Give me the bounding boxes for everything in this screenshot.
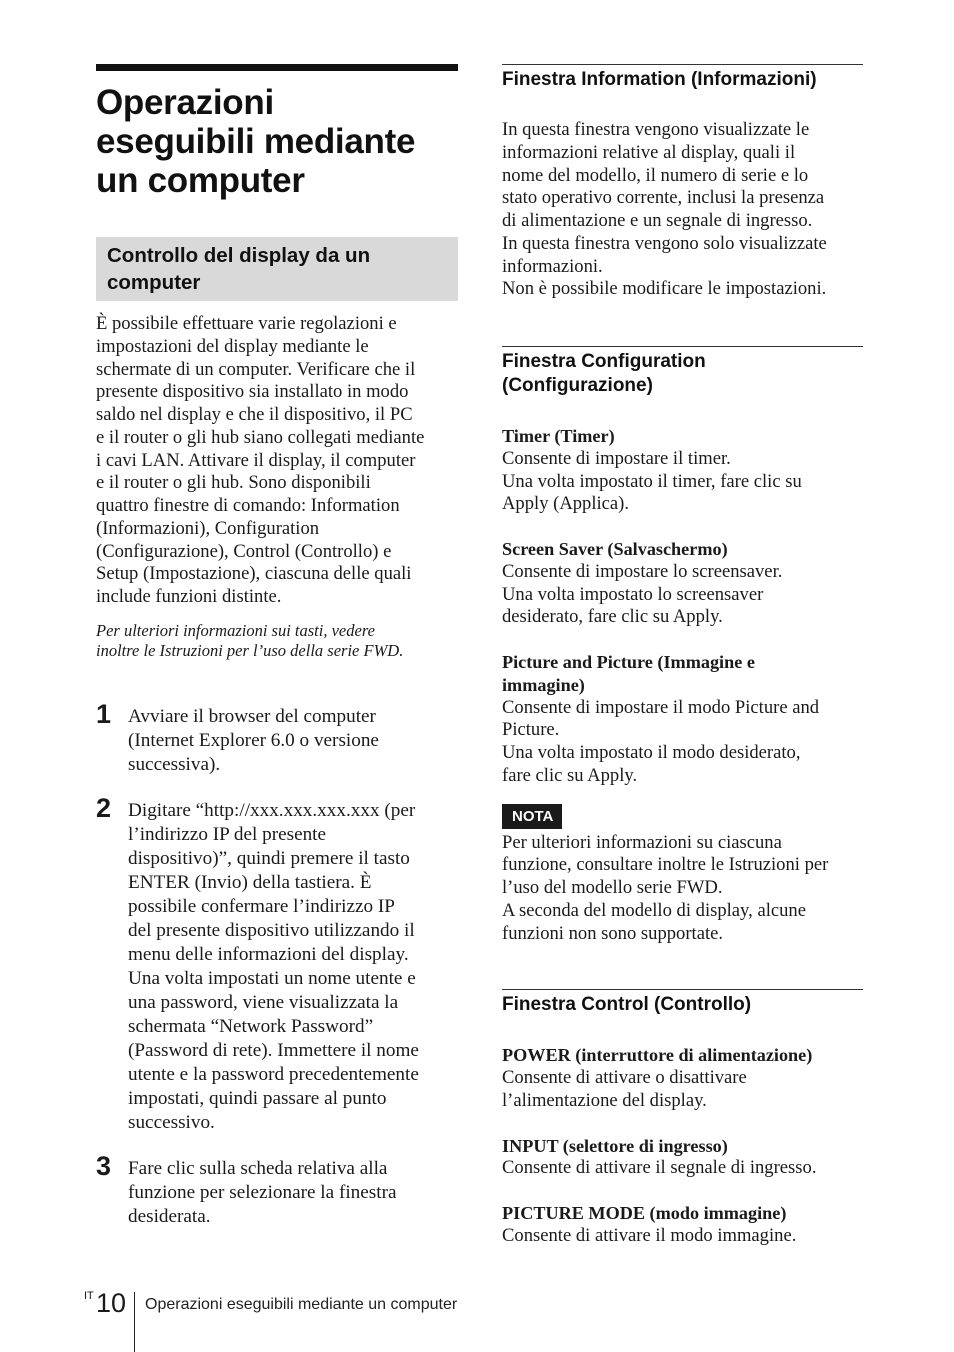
text-line: quattro finestre di comando: Information — [96, 495, 400, 516]
step-number: 1 — [96, 698, 112, 729]
chapter-title-line: eseguibili mediante — [96, 122, 416, 161]
item-body — [502, 1225, 863, 1248]
text-line: impostazioni del display mediante le — [96, 335, 369, 357]
section-title-line: Controllo del display da un — [107, 244, 371, 267]
section-intro — [96, 313, 458, 609]
text-line: Consente di attivare o disattivare — [502, 1067, 747, 1088]
text-line: fare clic su Apply. — [502, 764, 638, 786]
item-body — [502, 1157, 863, 1180]
nota-body — [502, 832, 863, 946]
item-title: PICTURE MODE (modo immagine) — [502, 1203, 787, 1223]
text-line: In questa finestra vengono solo visualizzate — [502, 232, 827, 254]
text-line: funzione per selezionare la finestra — [128, 1181, 397, 1203]
title-line: immagine) — [502, 674, 585, 695]
text-line: Apply (Applica). — [502, 493, 630, 515]
text-line: i cavi LAN. Attivare il display, il computer — [96, 449, 416, 471]
step-text — [128, 1157, 458, 1229]
text-line: funzione, consultare inoltre le Istruzioni per — [502, 854, 829, 876]
step-text — [128, 705, 458, 777]
text-line: una password, viene visualizzata la — [128, 991, 399, 1013]
text-line: (Password di rete). Immettere il nome — [128, 1039, 419, 1061]
heading-line: Finestra Configuration — [502, 351, 706, 372]
config-item-picture-and-picture — [502, 651, 863, 788]
text-line: Una volta impostato il modo desiderato, — [502, 742, 801, 763]
step-3 — [96, 1150, 458, 1229]
step-number: 3 — [96, 1150, 112, 1181]
section-title — [96, 237, 458, 301]
text-line: stato operativo corrente, inclusi la presenza — [502, 187, 825, 209]
text-line: l’indirizzo IP del presente — [128, 823, 327, 845]
heading-line: (Configurazione) — [502, 375, 653, 396]
item-title: POWER (interruttore di alimentazione) — [502, 1045, 813, 1066]
information-heading: Finestra Information (Informazioni) — [502, 64, 863, 92]
control-item-power — [502, 1044, 863, 1112]
text-line: Una volta impostato il timer, fare clic su — [502, 470, 802, 492]
text-line: Consente di attivare il modo immagine. — [502, 1224, 797, 1246]
text-line: inoltre le Istruzioni per l’uso della serie FWD. — [96, 641, 404, 661]
text-line: Setup (Impostazione), ciascuna delle quali — [96, 563, 412, 585]
text-line: Consente di impostare il modo Picture and — [502, 696, 820, 718]
text-line: schermate di un computer. Verificare che il — [96, 358, 416, 380]
item-title: Timer (Timer) — [502, 426, 615, 446]
chapter-rule — [96, 64, 458, 71]
text-line: Picture. — [502, 719, 560, 741]
control-item-picture-mode — [502, 1202, 863, 1248]
item-body — [502, 448, 863, 516]
text-line: desiderato, fare clic su Apply. — [502, 606, 723, 628]
text-line: impostati, quindi passare al punto — [128, 1087, 387, 1109]
config-item-screen-saver — [502, 538, 863, 629]
text-line: informazioni relative al display, quali il — [502, 141, 796, 163]
step-text — [128, 799, 458, 1135]
nota-block — [502, 804, 863, 946]
item-body — [502, 697, 863, 788]
text-line: Una volta impostati un nome utente e — [128, 967, 416, 989]
information-body — [502, 119, 863, 301]
text-line: Non è possibile modificare le impostazioni. — [502, 278, 827, 300]
text-line: successivo. — [128, 1111, 215, 1133]
language-code: IT — [84, 1290, 94, 1302]
text-line: l’alimentazione del display. — [502, 1089, 707, 1111]
text-line: Fare clic sulla scheda relativa alla — [128, 1157, 388, 1179]
title-line: Picture and Picture (Immagine e — [502, 652, 755, 672]
left-column — [96, 64, 458, 1229]
reference-note — [96, 621, 458, 662]
item-title — [502, 651, 863, 697]
item-title: Screen Saver (Salvaschermo) — [502, 539, 728, 559]
text-line: Per ulteriori informazioni sui tasti, vedere — [96, 620, 375, 640]
text-line: Per ulteriori informazioni su ciascuna — [502, 831, 782, 853]
text-line: presente dispositivo sia installato in modo — [96, 381, 409, 403]
text-line: Consente di attivare il segnale di ingresso. — [502, 1157, 817, 1179]
text-line: include funzioni distinte. — [96, 586, 282, 607]
step-2 — [96, 792, 458, 1135]
text-line: e il router o gli hub siano collegati mediante — [96, 426, 425, 448]
running-title: Operazioni eseguibili mediante un computer — [145, 1296, 458, 1313]
step-number: 2 — [96, 792, 112, 823]
text-line: l’uso del modello serie FWD. — [502, 877, 723, 898]
text-line: Consente di impostare lo screensaver. — [502, 560, 783, 582]
text-line: dispositivo)”, quindi premere il tasto — [128, 847, 410, 869]
text-line: Avviare il browser del computer — [128, 705, 376, 727]
section-title-line: computer — [107, 271, 201, 294]
footer-divider — [134, 1292, 135, 1352]
text-line: ENTER (Invio) della tastiera. È — [128, 871, 372, 893]
text-line: di alimentazione e un segnale di ingresso. — [502, 210, 813, 231]
text-line: desiderata. — [128, 1205, 211, 1227]
text-line: schermata “Network Password” — [128, 1015, 374, 1037]
text-line: A seconda del modello di display, alcune — [502, 899, 806, 921]
item-body — [502, 1067, 863, 1113]
chapter-title-line: Operazioni — [96, 83, 274, 122]
text-line: utente e la password precedentemente — [128, 1063, 419, 1085]
control-item-input — [502, 1135, 863, 1181]
text-line: informazioni. — [502, 255, 603, 277]
configuration-heading — [502, 346, 863, 398]
text-line: possibile confermare l’indirizzo IP — [128, 895, 395, 917]
text-line: saldo nel display e che il dispositivo, il PC — [96, 404, 413, 425]
item-body — [502, 561, 863, 629]
config-item-timer — [502, 425, 863, 516]
text-line: In questa finestra vengono visualizzate le — [502, 119, 810, 140]
page-number: 10 — [96, 1288, 127, 1318]
text-line: Digitare “http://xxx.xxx.xxx.xxx (per — [128, 799, 416, 821]
text-line: (Configurazione), Control (Controllo) e — [96, 540, 392, 562]
text-line: successiva). — [128, 753, 221, 775]
chapter-title-line: un computer — [96, 161, 305, 200]
text-line: (Internet Explorer 6.0 o versione — [128, 729, 379, 751]
right-column — [502, 64, 863, 1248]
control-heading: Finestra Control (Controllo) — [502, 989, 863, 1017]
text-line: È possibile effettuare varie regolazioni e — [96, 313, 397, 334]
text-line: menu delle informazioni del display. — [128, 943, 409, 965]
text-line: Consente di impostare il timer. — [502, 447, 731, 469]
text-line: Una volta impostato lo screensaver — [502, 583, 764, 605]
nota-badge: NOTA — [502, 804, 562, 829]
text-line: e il router o gli hub. Sono disponibili — [96, 472, 371, 494]
step-1 — [96, 698, 458, 777]
chapter-title — [96, 83, 458, 200]
text-line: funzioni non sono supportate. — [502, 922, 724, 944]
text-line: (Informazioni), Configuration — [96, 517, 320, 539]
item-title: INPUT (selettore di ingresso) — [502, 1135, 728, 1156]
text-line: del presente dispositivo utilizzando il — [128, 919, 415, 941]
text-line: nome del modello, il numero di serie e lo — [502, 164, 809, 186]
